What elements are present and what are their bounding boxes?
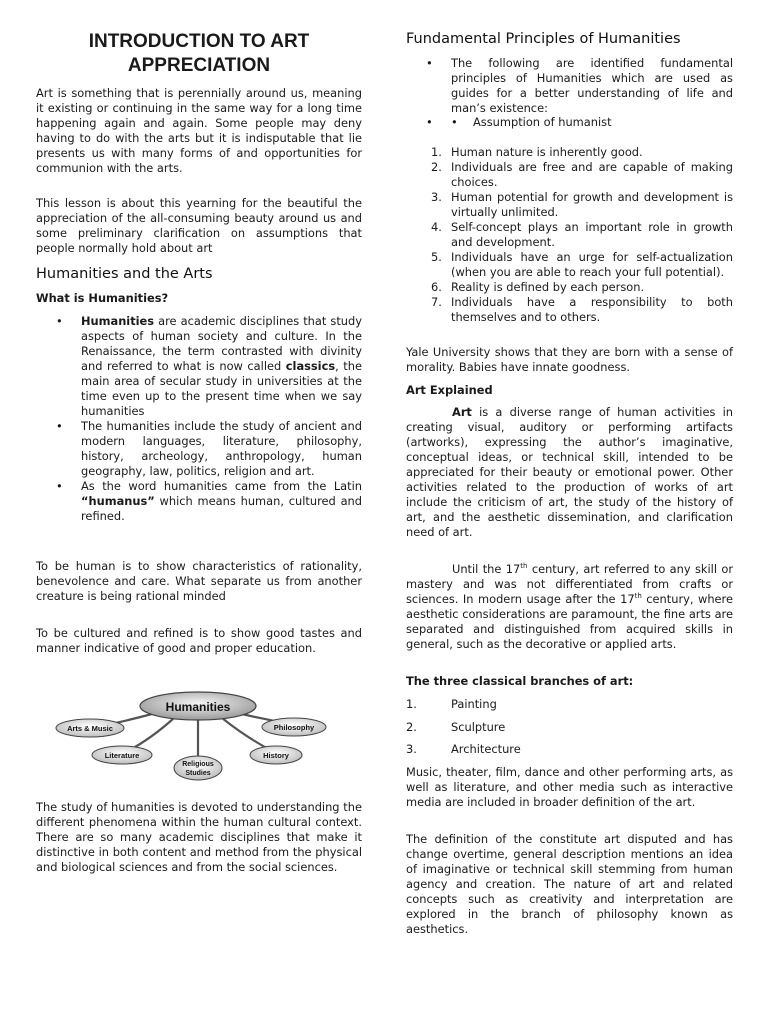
- principles-list: [406, 145, 733, 325]
- list-number: 6.: [431, 280, 442, 294]
- principle-item: [406, 145, 733, 160]
- music-paragraph: Music, theater, film, dance and other performing arts, as well as literature, and other media such as interactive media are included in broader definition of the art.: [406, 765, 733, 809]
- study-paragraph: The study of humanities is devoted to understanding the different phenomena within the human cultural context. There are so many academic disciplines that make it distinctive in both content and method from the physical and biological sciences and from the social sciences.: [36, 800, 362, 874]
- principle-text: Human nature is inherently good.: [451, 145, 643, 159]
- list-number: 4.: [431, 220, 442, 234]
- principle-text: Reality is defined by each person.: [451, 280, 645, 294]
- cultured-paragraph: To be cultured and refined is to show good tastes and manner indicative of good and proper education.: [36, 626, 362, 655]
- diagram-node-arts-music: [56, 719, 124, 737]
- list-number: 7.: [431, 295, 442, 309]
- diagram-node-religious-studies: [174, 756, 222, 780]
- svg-text:History: History: [263, 751, 289, 760]
- principles-intro-list: [406, 56, 733, 116]
- principle-item: [406, 280, 733, 295]
- principle-text: Individuals have an urge for self-actualization (when you are able to reach your full potential).: [451, 250, 733, 279]
- page-title: INTRODUCTION TO ART APPRECIATION: [88, 31, 310, 76]
- connector-line: [128, 718, 174, 751]
- list-number: 5.: [431, 250, 442, 264]
- diagram-node-history: [250, 746, 302, 764]
- list-item: • Humanities are academic disciplines that study aspects of human society and culture. In the Renaissance, the term contrasted with divinity and referred to what is now called classics, the main area of secular study in universities at the time even up to the present time when we say humanities: [36, 314, 362, 419]
- svg-text:Literature: Literature: [104, 751, 140, 760]
- principle-item: [406, 220, 733, 250]
- list-item: • The humanities include the study of ancient and modern languages, literature, philosophy, history, archeology, anthropology, human geography, law, politics, religion and art.: [36, 419, 362, 479]
- svg-text:Studies: Studies: [185, 770, 211, 777]
- art-explained-heading: Art Explained: [406, 383, 493, 397]
- list-item: • As the word humanities came from the Latin “humanus” which means human, cultured and refined.: [36, 479, 362, 524]
- principle-text: Individuals have a responsibility to both themselves and to others.: [451, 295, 733, 324]
- sub-heading-what-is-humanities: What is Humanities?: [36, 291, 169, 305]
- svg-text:Arts & Music: Arts & Music: [67, 724, 113, 733]
- list-number: 3.: [406, 742, 417, 756]
- section-heading-humanities-arts: Humanities and the Arts: [36, 266, 213, 282]
- branch-text: Architecture: [451, 742, 521, 756]
- principle-item: [406, 295, 733, 325]
- list-number: 2.: [431, 160, 442, 174]
- humanities-diagram: [52, 690, 342, 782]
- branches-list: [406, 697, 733, 765]
- principle-item: [406, 250, 733, 280]
- principle-item: [406, 190, 733, 220]
- yale-paragraph: Yale University shows that they are born with a sense of morality. Babies have innate goodness.: [406, 345, 733, 374]
- branch-item: [406, 697, 733, 712]
- intro-paragraph-2: This lesson is about this yearning for the beautiful the appreciation of the all-consuming beauty around us and some preliminary clarification on assumptions that people normally hold about art: [36, 196, 362, 255]
- branch-text: Sculpture: [451, 719, 506, 734]
- art-paragraph: Art is a diverse range of human activities in creating visual, auditory or performing artifacts (artworks), expressing the author’s imaginative, conceptual ideas, or technical skill, intended to be appreciated for their beauty or emotional power. Other activities related to the production of works of art include the criticism of art, the study of the history of art, and the aesthetic dissemination, and clarification need of art.: [406, 405, 733, 539]
- principle-text: Individuals are free and are capable of making choices.: [451, 160, 733, 189]
- definition-paragraph: The definition of the constitute art disputed and has change overtime, general description mentions an idea of imaginative or technical skill stemming from human agency and creation. The nature of art and related concepts such as creativity and interpretation are explored in the branch of philosophy known as aesthetics.: [406, 832, 733, 936]
- list-number: 2.: [406, 719, 417, 734]
- principle-item: [406, 160, 733, 190]
- until-paragraph: Until the 17th century, art referred to any skill or mastery and was not differentiated from crafts or sciences. In modern usage after the 17th century, where aesthetic considerations are paramount, the fine arts are separated and distinguished from acquired skills in general, such as the decorative or applied arts.: [406, 562, 734, 651]
- branch-text: Painting: [451, 697, 497, 711]
- branches-heading: The three classical branches of art:: [406, 674, 634, 688]
- branch-item: [406, 742, 733, 757]
- intro-paragraph-1: Art is something that is perennially around us, meaning it existing or continuing in the same way for a long time happening again and again. Some people may deny having to do with the arts but it is indisputable that lie presents us with many forms of and opportunities for communion with the arts.: [36, 86, 362, 175]
- list-item: • The following are identified fundamental principles of Humanities which are used as guides for a better understanding of life and man’s existence:: [406, 56, 733, 116]
- list-item: • • Assumption of humanist: [406, 115, 733, 130]
- list-number: 1.: [406, 697, 417, 711]
- branch-item: [406, 720, 733, 735]
- list-number: 1.: [431, 145, 442, 159]
- principle-text: Human potential for growth and development is virtually unlimited.: [451, 190, 733, 219]
- diagram-node-philosophy: [262, 718, 326, 736]
- humanities-bullet-list: [36, 314, 362, 524]
- diagram-node-center: [140, 692, 256, 720]
- svg-text:Humanities: Humanities: [165, 700, 231, 714]
- svg-text:Philosophy: Philosophy: [273, 723, 315, 732]
- svg-text:Religious: Religious: [182, 761, 214, 768]
- diagram-node-literature: [92, 746, 152, 764]
- principle-text: Self-concept plays an important role in growth and development.: [451, 220, 733, 249]
- list-number: 3.: [431, 190, 442, 204]
- section-heading-fundamental-principles: Fundamental Principles of Humanities: [406, 31, 681, 47]
- human-paragraph: To be human is to show characteristics of rationality, benevolence and care. What separate us from another creature is being rational minded: [36, 559, 362, 603]
- sub-bullet-list: [406, 115, 733, 130]
